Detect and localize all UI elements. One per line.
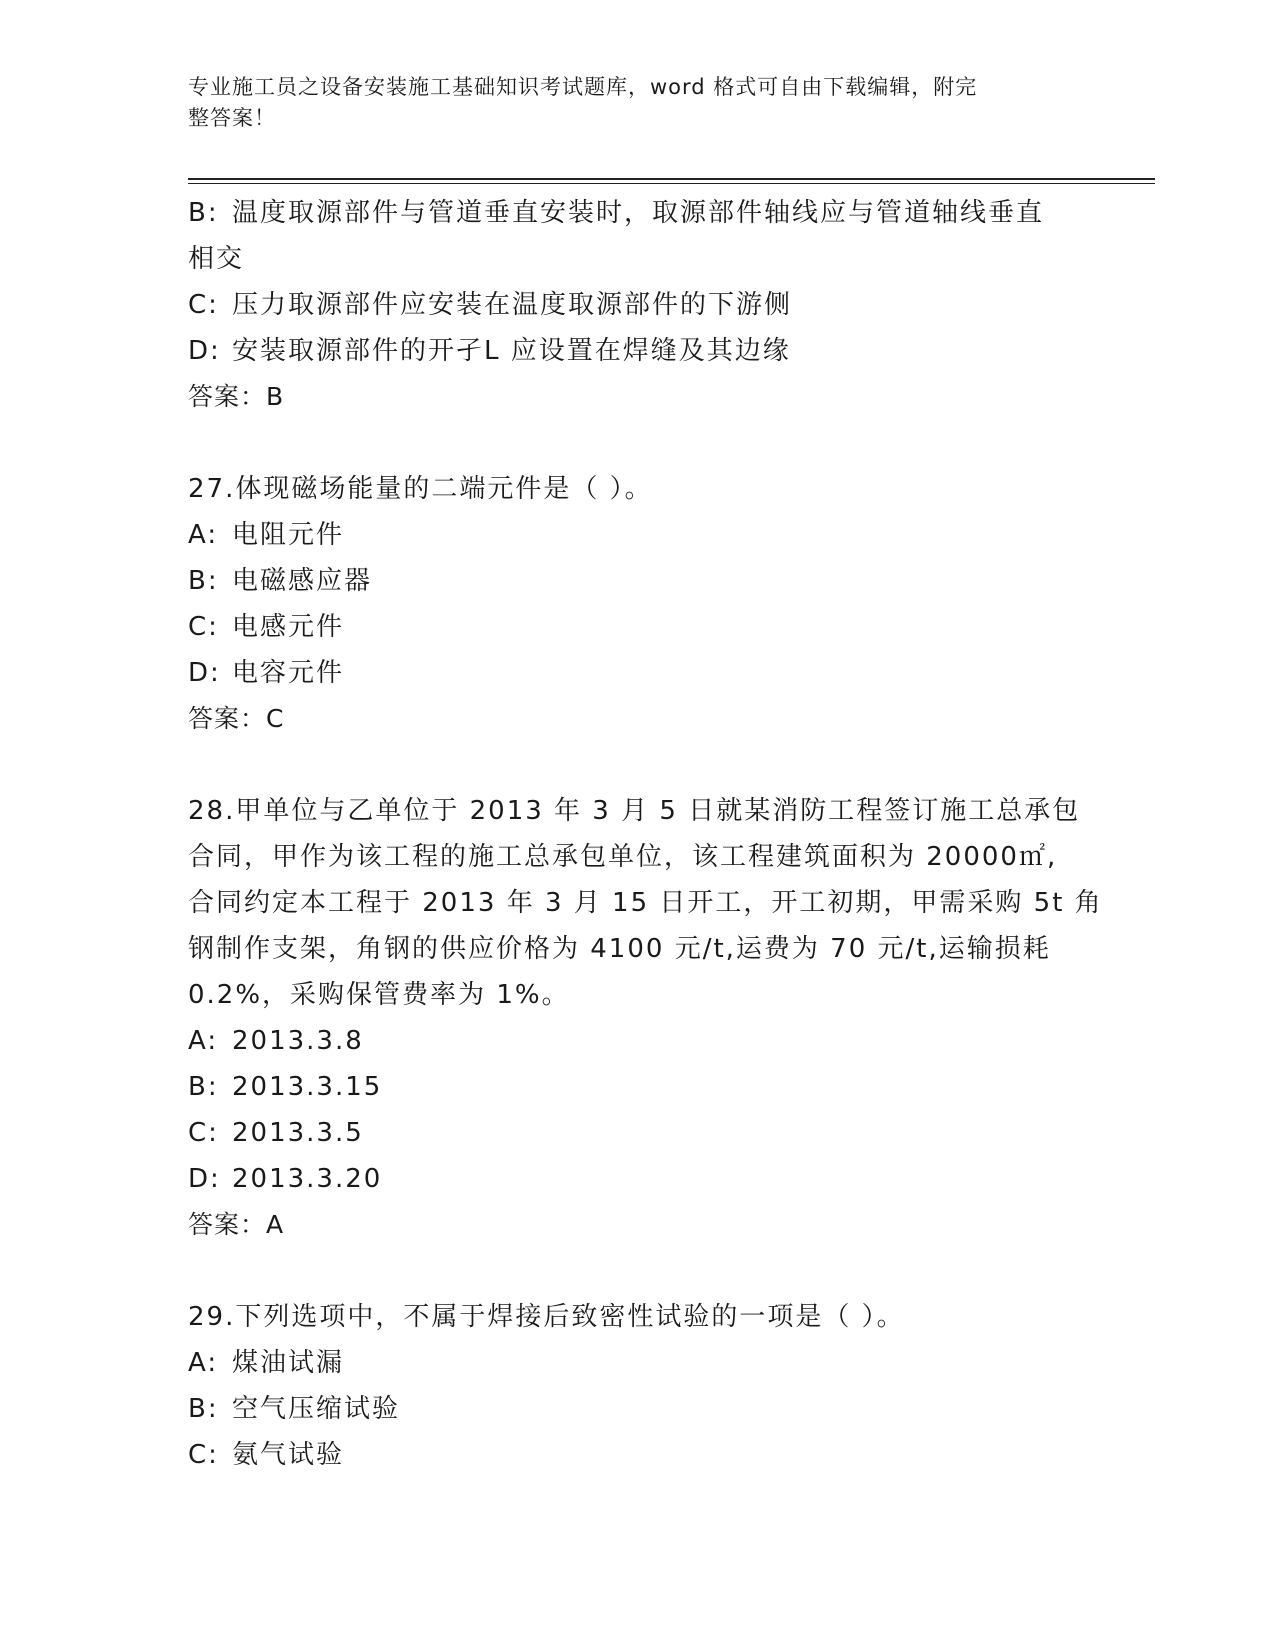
option-text: 电容元件 bbox=[232, 658, 345, 688]
spacer bbox=[188, 420, 1088, 466]
document-header bbox=[188, 72, 1088, 134]
option-label: A: bbox=[188, 520, 219, 550]
option-text: 温度取源部件与管道垂直安装时，取源部件轴线应与管道轴线垂直 bbox=[232, 198, 1045, 228]
option-label: D: bbox=[188, 336, 221, 366]
question-stem: 29.下列选项中，不属于焊接后致密性试验的一项是（ ）。 bbox=[188, 1302, 905, 1332]
option-text: 电阻元件 bbox=[232, 520, 345, 550]
question-26-tail bbox=[188, 190, 1088, 420]
question-stem-line: 钢制作支架，角钢的供应价格为 4100 元/t,运费为 70 元/t,运输损耗 bbox=[188, 934, 1051, 964]
option-a bbox=[188, 1018, 1088, 1064]
option-c bbox=[188, 282, 1088, 328]
option-label: B: bbox=[188, 198, 219, 228]
answer-line: 答案：A bbox=[188, 1210, 285, 1239]
question-stem-line: 28.甲单位与乙单位于 2013 年 3 月 5 日就某消防工程签订施工总承包 bbox=[188, 796, 1081, 826]
option-label: C: bbox=[188, 1118, 219, 1148]
header-divider-thick bbox=[188, 178, 1155, 180]
question-stem-line: 合同，甲作为该工程的施工总承包单位，该工程建筑面积为 20000㎡, bbox=[188, 842, 1058, 872]
option-text: 2013.3.8 bbox=[232, 1026, 364, 1056]
option-text: 压力取源部件应安装在温度取源部件的下游侧 bbox=[232, 290, 793, 320]
option-d bbox=[188, 1156, 1088, 1202]
option-text: 电磁感应器 bbox=[232, 566, 373, 596]
header-divider-thin bbox=[188, 183, 1155, 184]
option-c bbox=[188, 1432, 1088, 1478]
option-label: C: bbox=[188, 1440, 219, 1470]
option-label: B: bbox=[188, 1394, 219, 1424]
option-c bbox=[188, 604, 1088, 650]
header-title-line-2: 整答案！ bbox=[188, 106, 276, 130]
option-b bbox=[188, 190, 1088, 236]
question-27 bbox=[188, 466, 1088, 742]
option-label: B: bbox=[188, 1072, 219, 1102]
question-stem: 27.体现磁场能量的二端元件是（ ）。 bbox=[188, 474, 653, 504]
header-title-line-1: 专业施工员之设备安装施工基础知识考试题库，word 格式可自由下载编辑，附完 bbox=[188, 75, 978, 99]
option-label: A: bbox=[188, 1026, 219, 1056]
spacer bbox=[188, 1248, 1088, 1294]
answer-line: 答案：C bbox=[188, 704, 285, 733]
option-text: 空气压缩试验 bbox=[232, 1394, 401, 1424]
option-b bbox=[188, 1386, 1088, 1432]
question-stem-line: 0.2%，采购保管费率为 1%。 bbox=[188, 980, 570, 1010]
option-text: 安装取源部件的开孑L 应设置在焊缝及其边缘 bbox=[232, 336, 791, 366]
option-label: D: bbox=[188, 658, 221, 688]
question-list bbox=[188, 190, 1103, 1478]
option-a bbox=[188, 512, 1088, 558]
question-29 bbox=[188, 1294, 1088, 1478]
option-text: 电感元件 bbox=[232, 612, 345, 642]
option-label: C: bbox=[188, 290, 219, 320]
option-label: C: bbox=[188, 612, 219, 642]
answer-line: 答案：B bbox=[188, 382, 285, 411]
option-label: D: bbox=[188, 1164, 221, 1194]
option-label: A: bbox=[188, 1348, 219, 1378]
option-text: 煤油试漏 bbox=[232, 1348, 345, 1378]
option-text: 2013.3.20 bbox=[232, 1164, 383, 1194]
option-d bbox=[188, 650, 1088, 696]
question-stem-line: 合同约定本工程于 2013 年 3 月 15 日开工，开工初期，甲需采购 5t 角 bbox=[188, 888, 1103, 918]
option-text: 2013.3.15 bbox=[232, 1072, 383, 1102]
option-label: B: bbox=[188, 566, 219, 596]
spacer bbox=[188, 742, 1088, 788]
option-b-continued: 相交 bbox=[188, 244, 245, 274]
question-28 bbox=[188, 788, 1103, 1248]
option-text: 2013.3.5 bbox=[232, 1118, 364, 1148]
option-b bbox=[188, 1064, 1088, 1110]
option-b bbox=[188, 558, 1088, 604]
option-text: 氨气试验 bbox=[232, 1440, 345, 1470]
option-c bbox=[188, 1110, 1088, 1156]
option-d bbox=[188, 328, 1088, 374]
option-a bbox=[188, 1340, 1088, 1386]
